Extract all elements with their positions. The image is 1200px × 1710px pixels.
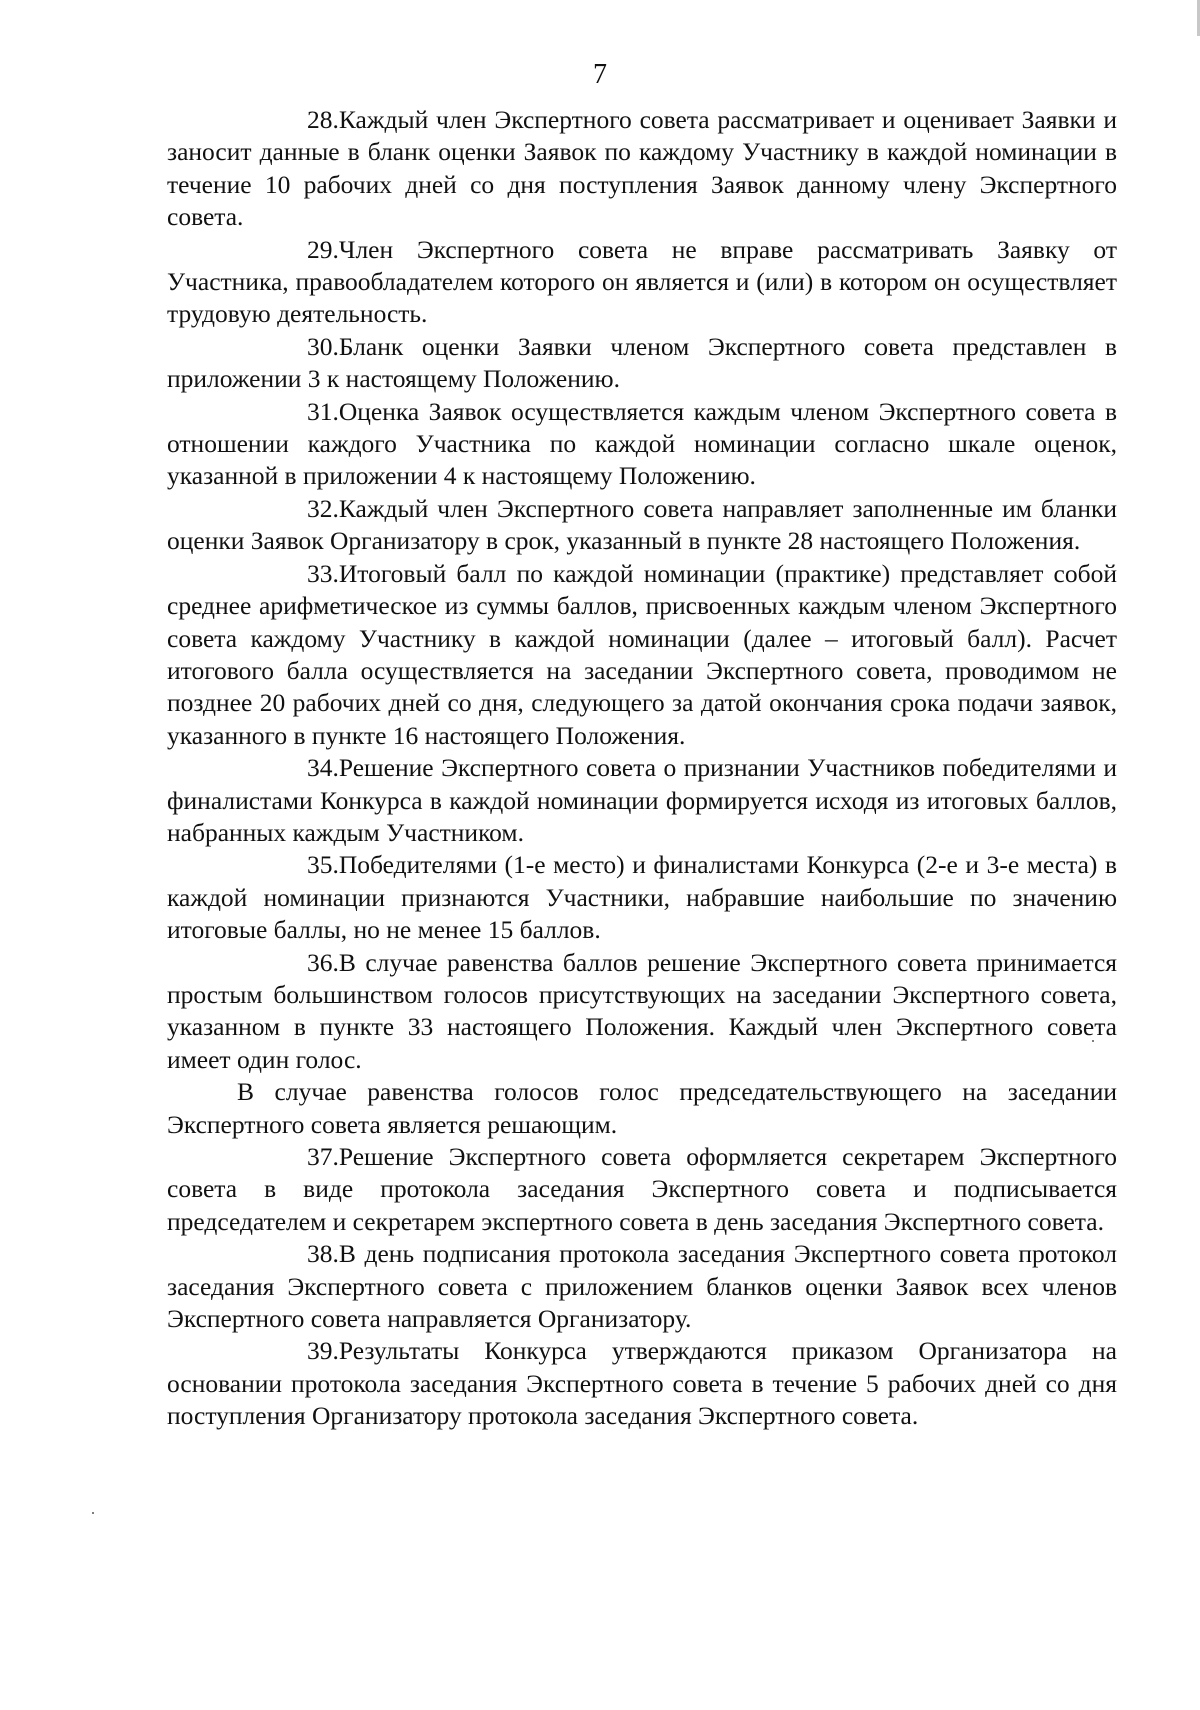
paragraph-38 <box>167 1238 1117 1335</box>
paragraph-text: Каждый член Экспертного совета рассматривает и оценивает Заявки и заносит данные в бланк оценки Заявок по каждому Участнику в каждой номинации в течение 10 рабочих дней со дня поступления Заявок данному члену Экспертного совета. <box>167 105 1117 232</box>
paragraph-39 <box>167 1335 1117 1432</box>
paragraph-number: 37. <box>307 1142 339 1171</box>
paragraph-35 <box>167 849 1117 946</box>
paragraph-text: Член Экспертного совета не вправе рассматривать Заявку от Участника, правообладателем которого он является и (или) в котором он осуществляет трудовую деятельность. <box>167 234 1117 329</box>
paragraph-number: 32. <box>307 493 339 523</box>
paragraph-28 <box>167 104 1117 234</box>
paragraph-text: Победителями (1-е место) и финалистами Конкурса (2-е и 3-е места) в каждой номинации признаются Участники, набравшие наибольшие по значению итоговые баллы, но не менее 15 баллов. <box>167 850 1117 945</box>
paragraph-number: 38. <box>307 1239 339 1269</box>
paragraph-number: 28. <box>307 105 339 134</box>
paragraph-number: 39. <box>307 1336 339 1366</box>
paragraph-number: 35. <box>307 850 339 880</box>
paragraph-29 <box>167 234 1117 331</box>
paragraph-number: 31. <box>307 396 339 426</box>
paragraph-37 <box>167 1141 1117 1238</box>
paragraph-text: Оценка Заявок осуществляется каждым членом Экспертного совета в отношении каждого Участника по каждой номинации согласно шкале оценок, указанной в приложении 4 к настоящему Положению. <box>167 396 1117 491</box>
page-number: 7 <box>593 59 607 90</box>
paragraph-text: Решение Экспертного совета оформляется секретарем Экспертного совета в виде протокола заседания Экспертного совета и подписывается председателем и секретарем экспертного совета в день заседания Экспертного совета. <box>167 1142 1117 1236</box>
paragraph-text: Итоговый балл по каждой номинации (практике) представляет собой среднее арифметическое из суммы баллов, присвоенных каждым членом Экспертного совета каждому Участнику в каждой номинации (далее – итоговый балл). Расчет итогового балла осуществляется на заседании Экспертного совета, проводимом не позднее 20 рабочих дней со дня, следующего за датой окончания срока подачи заявок, указанного в пункте 16 настоящего Положения. <box>167 558 1117 750</box>
paragraph-36-continued <box>167 1076 1117 1141</box>
paragraph-number: 30. <box>307 331 339 361</box>
paragraph-text: В случае равенства голосов голос председательствующего на заседании Экспертного совета является решающим. <box>167 1077 1117 1139</box>
paragraph-36 <box>167 947 1117 1077</box>
paragraph-31 <box>167 396 1117 493</box>
document-body <box>167 104 1117 1433</box>
scan-speck <box>92 1512 94 1514</box>
paragraph-text: Решение Экспертного совета о признании Участников победителями и финалистами Конкурса в каждой номинации формируется исходя из итоговых баллов, набранных каждым Участником. <box>167 753 1117 847</box>
paragraph-33 <box>167 558 1117 752</box>
paragraph-number: 33. <box>307 558 339 588</box>
paragraph-text: Бланк оценки Заявки членом Экспертного совета представлен в приложении 3 к настоящему Положению. <box>167 331 1117 394</box>
paragraph-text: В случае равенства баллов решение Экспертного совета принимается простым большинством голосов присутствующих на заседании Экспертного совета, указанном в пункте 33 настоящего Положения. Каждый член Экспертного совета имеет один голос. <box>167 947 1117 1074</box>
paragraph-text: В день подписания протокола заседания Экспертного совета протокол заседания Экспертного совета с приложением бланков оценки Заявок всех членов Экспертного совета направляется Организатору. <box>167 1239 1117 1334</box>
paragraph-30 <box>167 331 1117 396</box>
paragraph-number: 34. <box>307 753 339 783</box>
paragraph-text: Каждый член Экспертного совета направляет заполненные им бланки оценки Заявок Организатору в срок, указанный в пункте 28 настоящего Положения. <box>167 493 1117 556</box>
paragraph-32 <box>167 493 1117 558</box>
paragraph-34 <box>167 752 1117 849</box>
paragraph-number: 29. <box>307 234 339 264</box>
paragraph-text: Результаты Конкурса утверждаются приказом Организатора на основании протокола заседания Экспертного совета в течение 5 рабочих дней со дня поступления Организатору протокола заседания Экспертного совета. <box>167 1336 1117 1431</box>
paragraph-number: 36. <box>307 947 339 977</box>
